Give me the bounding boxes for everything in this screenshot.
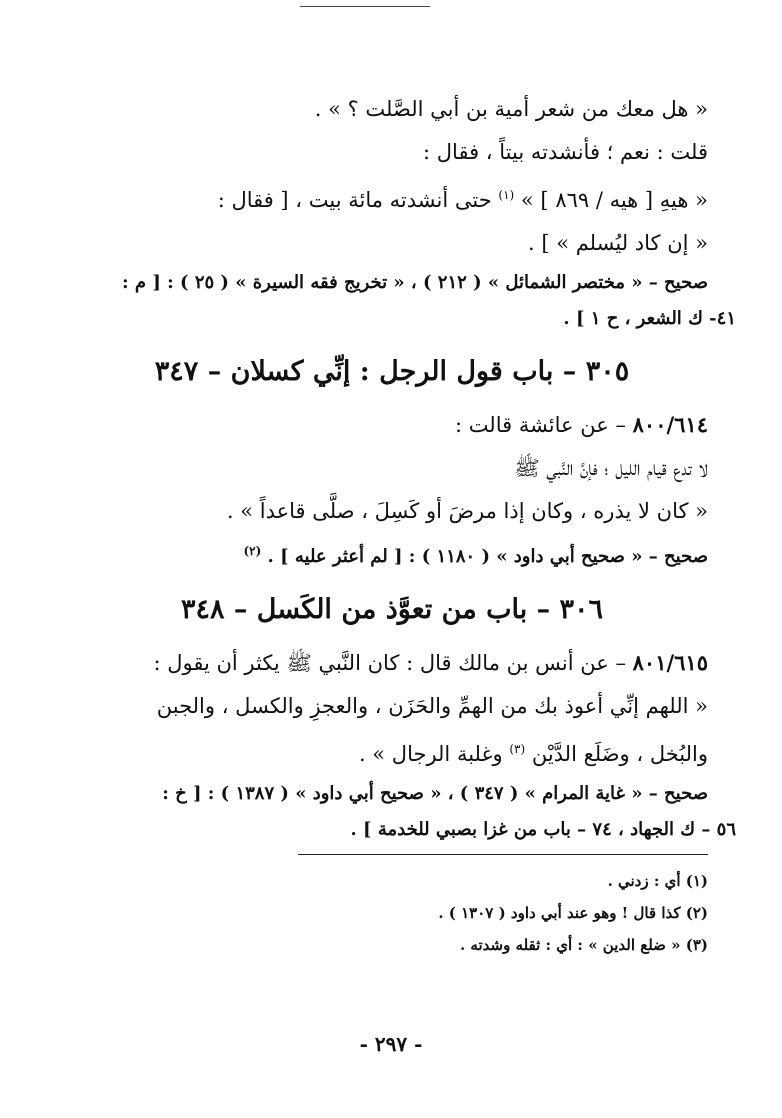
text-line: « هل معك من شعر أمية بن أبي الصَّلت ؟ » . — [314, 97, 708, 121]
source-line — [76, 533, 708, 575]
text-line — [76, 728, 708, 776]
footnote-ref: (٢) — [243, 544, 262, 558]
text-line — [76, 174, 708, 222]
hadith-intro-text: – عن أنس بن مالك قال : كان النَّبي ﷺ يكثر أن يقول : — [153, 651, 626, 675]
text-line: « اللهم إنِّي أعوذ بك من الهمِّ والحَزَن ، والعجزِ والكسل ، والجبن — [156, 694, 708, 718]
grade-label: صحيح – — [648, 546, 708, 567]
text-line: لا تدع قيام الليل ؛ فإنَّ النَّبي ﷺ — [514, 456, 708, 480]
footnote-ref: (٣) — [509, 742, 526, 756]
hadith-intro — [76, 403, 708, 447]
page-body — [76, 88, 736, 961]
quote-text: « هيهِ [ هيه / ٨٦٩ ] » — [520, 188, 708, 212]
text-span: والبُخل ، وضَلَع الدَّيْن — [531, 742, 708, 766]
hadith-number: ٨٠٠/٦١٤ — [632, 412, 708, 437]
page-number: - ٢٩٧ - — [359, 1032, 423, 1056]
top-rule — [300, 6, 430, 7]
chapter-heading: ٣٠٥ – باب قول الرجل : إنِّي كسلان – ٣٤٧ — [154, 356, 630, 387]
source-text: « صحيح أبي داود » ( ١١٨٠ ) : [ لم أعثر عليه ] . — [267, 546, 643, 567]
source-line — [76, 776, 708, 812]
text-line: « كان لا يذره ، وكان إذا مرضَ أو كَسِلَ ، صلَّى قاعداً » . — [226, 499, 708, 523]
text-span: حتى أنشدته مائة بيت ، [ فقال : — [217, 188, 492, 212]
text-span: وغلبة الرجال » . — [358, 742, 503, 766]
source-continuation: ٤١- ك الشعر ، ح ١ ] . — [563, 308, 736, 329]
footnote: (٢) كذا قال ! وهو عند أبي داود ( ١٣٠٧ ) . — [438, 904, 708, 922]
text-line: قلت : نعم ؛ فأنشدته بيتاً ، فقال : — [423, 140, 708, 164]
source-continuation: ٥٦ – ك الجهاد ، ٧٤ – باب من غزا بصبي للخدمة ] . — [350, 819, 736, 840]
hadith-number: ٨٠١/٦١٥ — [632, 650, 708, 675]
source-text: « مختصر الشمائل » ( ٢١٢ ) ، « تخريج فقه السيرة » ( ٢٥ ) : [ م : — [122, 272, 643, 293]
footnote: (٣) « ضلع الدين » : أي : ثقله وشدته . — [459, 936, 708, 954]
footnote: (١) أي : زدني . — [607, 872, 708, 890]
source-text: « غاية المرام » ( ٣٤٧ ) ، « صحيح أبي داود » ( ١٣٨٧ ) : [ خ : — [162, 783, 643, 804]
text-line: « إن كاد ليُسلم » ] . — [527, 231, 708, 255]
source-line — [76, 265, 708, 301]
chapter-heading: ٣٠٦ – باب من تعوَّذ من الكَسل – ٣٤٨ — [180, 594, 604, 625]
hadith-intro — [76, 641, 708, 685]
footnote-ref: (١) — [498, 188, 515, 202]
footnote-divider — [298, 854, 708, 855]
grade-label: صحيح – — [648, 783, 708, 804]
hadith-intro-text: – عن عائشة قالت : — [454, 413, 626, 437]
grade-label: صحيح – — [648, 272, 708, 293]
